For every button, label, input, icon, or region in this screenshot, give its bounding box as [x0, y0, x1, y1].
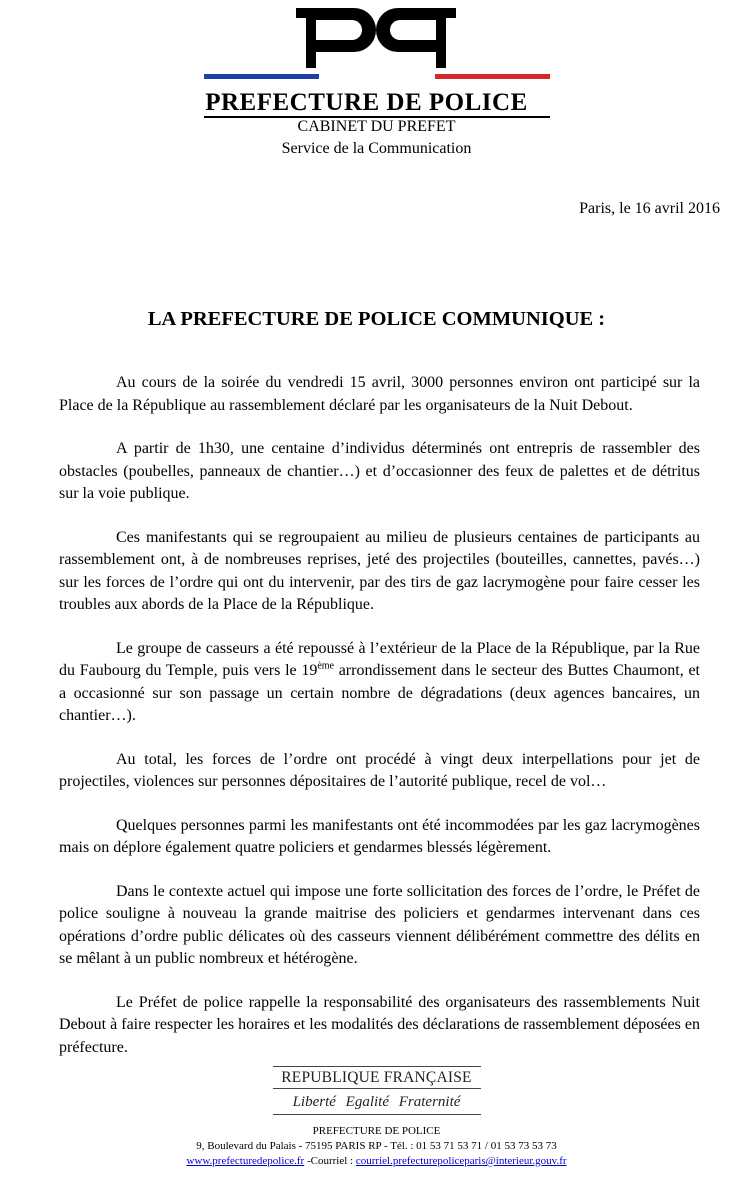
emblem-mid-rule	[273, 1088, 481, 1089]
communique-body	[59, 372, 700, 1080]
emblem-bottom-rule	[273, 1114, 481, 1115]
email-label: -Courriel :	[304, 1155, 356, 1167]
document-date: Paris, le 16 avril 2016	[579, 200, 720, 217]
paragraph-1: Au cours de la soirée du vendredi 15 avril, 3000 personnes environ ont participé sur la Place de la République au rassemblement déclaré par les organisateurs de la Nuit Debout.	[59, 374, 700, 414]
document-title: LA PREFECTURE DE POLICE COMMUNIQUE :	[147, 308, 606, 330]
footer-contact	[0, 1154, 733, 1168]
tricolor-band	[204, 74, 550, 79]
service-label: Service de la Communication	[281, 140, 472, 157]
paragraph-7: Dans le contexte actuel qui impose une forte sollicitation des forces de l’ordre, le Préfet de police souligne à nouveau la grande maitrise des policiers et gendarmes intervenant dans ces opérations d’ordre public délicates où des casseurs viennent délibérément commettre des délits en se mêlant à un public nombreux et hétérogène.	[59, 882, 700, 967]
paragraph-6: Quelques personnes parmi les manifestants ont été incommodées par les gaz lacrymogènes mais on déplore également quatre policiers et gendarmes blessés légèrement.	[59, 816, 700, 856]
flag-red-stripe	[435, 74, 550, 79]
paragraph-4-text-a: Le groupe de casseurs a été repoussé à l’extérieur de la Place de la République, par la Rue du Faubourg du Temple, puis vers le 19	[59, 639, 700, 679]
email-link[interactable]: courriel.prefecturepoliceparis@interieur.gouv.fr	[355, 1155, 567, 1167]
republic-motto: Liberté Egalité Fraternité	[292, 1094, 461, 1110]
emblem-top-rule	[273, 1066, 481, 1067]
flag-white-stripe	[319, 74, 435, 79]
republique-francaise-label: REPUBLIQUE FRANÇAISE	[281, 1069, 472, 1086]
paragraph-5: Au total, les forces de l’ordre ont procédé à vingt deux interpellations pour jet de projectiles, violences sur personnes dépositaires de l’autorité publique, recel de vol…	[59, 750, 700, 790]
website-link[interactable]: www.prefecturedepolice.fr	[186, 1155, 305, 1167]
paragraph-2: A partir de 1h30, une centaine d’individus déterminés ont entrepris de rassembler des obstacles (poubelles, panneaux de chantier…) et d’occasionner des feux de palettes et de détritus sur la voie publique.	[59, 440, 700, 502]
prefecture-pp-logo-icon	[296, 8, 456, 68]
footer-address: 9, Boulevard du Palais - 75195 PARIS RP - Tél. : 01 53 71 53 71 / 01 53 73 53 73	[196, 1140, 557, 1152]
paragraph-3: Ces manifestants qui se regroupaient au milieu de plusieurs centaines de participants au rassemblement ont, à de nombreuses reprises, jeté des projectiles (bouteilles, cannettes, pavés…) sur les forces de l’ordre qui ont du intervenir, par des tirs de gaz lacrymogène pour faire cesser les troubles aux abords de la Place de la République.	[59, 528, 700, 613]
prefecture-title: PREFECTURE DE POLICE	[205, 89, 528, 116]
footer-organisation: PREFECTURE DE POLICE	[312, 1125, 441, 1137]
flag-blue-stripe	[204, 74, 319, 79]
cabinet-label: CABINET DU PREFET	[297, 118, 456, 135]
paragraph-4	[59, 638, 700, 728]
paragraph-8: Le Préfet de police rappelle la responsabilité des organisateurs des rassemblements Nuit Debout à faire respecter les horaires et les modalités des déclarations de rassemblement déposées en préfecture.	[59, 993, 700, 1056]
paragraph-4-superscript: ème	[317, 660, 334, 672]
paragraph-4-text-b: arrondissement dans le secteur des Buttes Chaumont, et a occasionné sur son passage un certain nombre de dégradations (deux agences bancaires, un chantier…).	[59, 662, 701, 724]
